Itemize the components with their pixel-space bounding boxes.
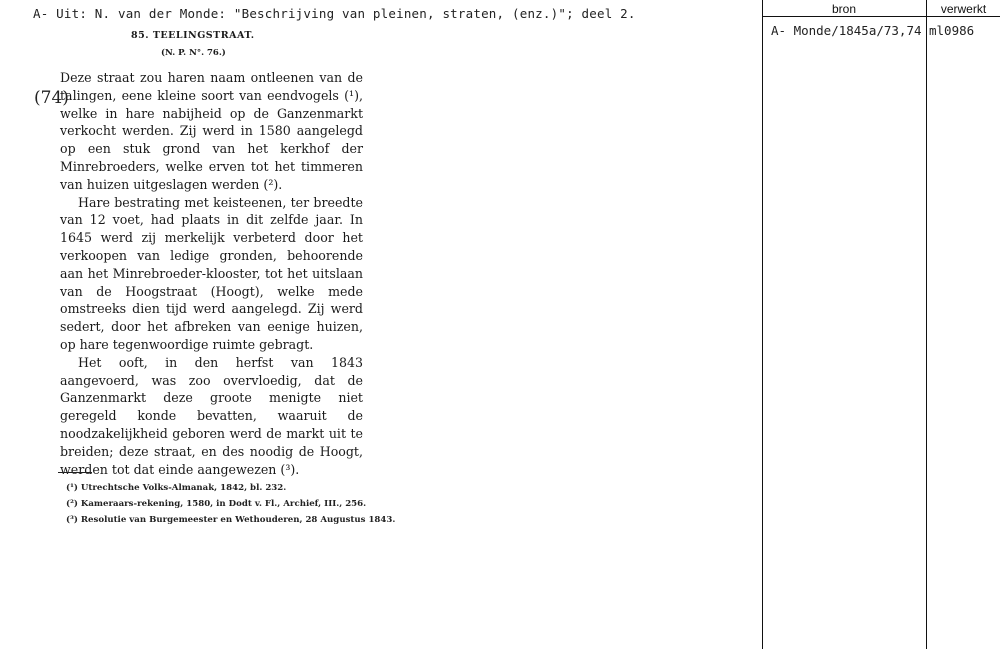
- verwerkt-value: ml0986: [929, 23, 975, 38]
- article-subtitle: (N. P. N°. 76.): [161, 48, 226, 58]
- column-divider-bron: [762, 0, 763, 649]
- column-header-rule: [763, 16, 1000, 17]
- article-body: [60, 69, 363, 478]
- source-line: A- Uit: N. van der Monde: "Beschrijving van pleinen, straten, (enz.)"; deel 2.: [33, 6, 636, 21]
- handwritten-page-note: (74): [34, 88, 69, 108]
- paragraph: Het ooft, in den herfst van 1843 aangevoerd, was zoo overvloedig, dat de Ganzenmarkt deze groote menigte niet geregeld konde bevatten, waaruit de noodzakelijkheid geboren werd de markt uit te breiden; deze straat, en des noodig de Hoogt, werden tot dat einde aangewezen (³).: [60, 354, 363, 477]
- bron-column-header: bron: [831, 2, 857, 16]
- footnote: (²) Kameraars-rekening, 1580, in Dodt v. Fl., Archief, III., 256.: [66, 499, 367, 509]
- verwerkt-column-header: verwerkt: [940, 2, 987, 16]
- footnotes: [66, 480, 395, 528]
- bron-value: A- Monde/1845a/73,74: [771, 23, 922, 38]
- footnote: (¹) Utrechtsche Volks-Almanak, 1842, bl. 232.: [66, 483, 287, 493]
- paragraph: Hare bestrating met keisteenen, ter breedte van 12 voet, had plaats in dit zelfde jaar. In 1645 werd zij merkelijk verbeterd door het verkoopen van ledige gronden, behoorende aan het Minrebroeder-klooster, tot het uitslaan van de Hoogstraat (Hoogt), welke mede omstreeks dien tijd werd aangelegd. Zij werd sedert, door het afbreken van eenige huizen, op hare tegenwoordige ruimte gebragt.: [60, 194, 363, 352]
- column-divider-verwerkt: [926, 0, 927, 649]
- article-title: 85. TEELINGSTRAAT.: [131, 30, 255, 41]
- paragraph: Deze straat zou haren naam ontleenen van de talingen, eene kleine soort van eendvogels (¹), welke in hare nabijheid op de Ganzenmarkt verkocht werden. Zij werd in 1580 aangelegd op een stuk grond van het kerkhof der Minrebroeders, welke erven tot het timmeren van huizen uitgeslagen werden (²).: [60, 70, 363, 192]
- footnote: (³) Resolutie van Burgemeester en Wethouderen, 28 Augustus 1843.: [66, 515, 396, 525]
- footnote-rule: [58, 472, 92, 473]
